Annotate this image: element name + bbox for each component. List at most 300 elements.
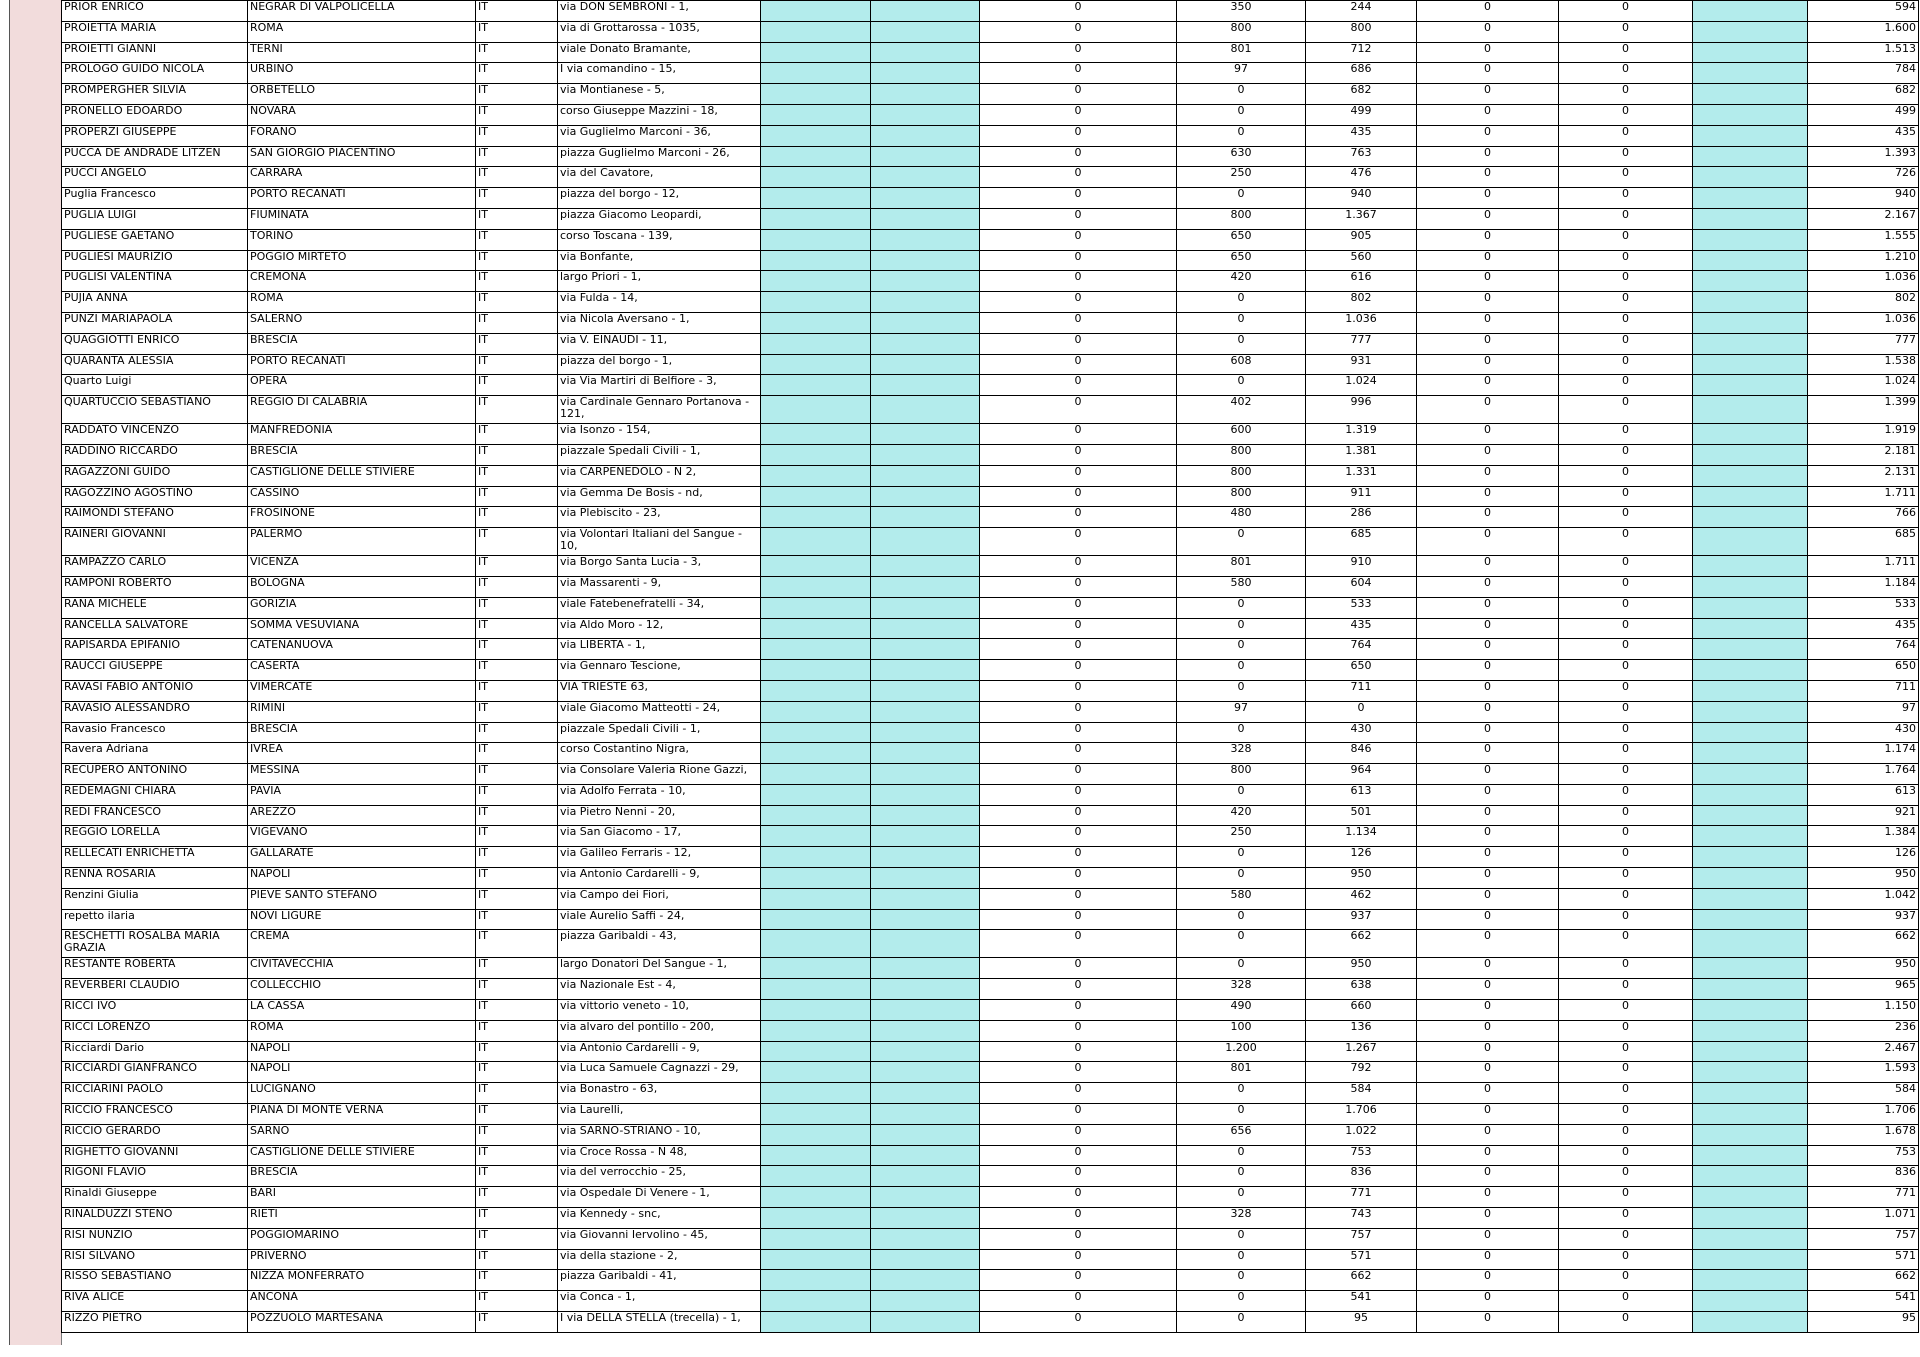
cell-name: QUAGGIOTTI ENRICO bbox=[62, 333, 248, 354]
cell-value-4: 0 bbox=[1417, 444, 1559, 465]
cell-value-4: 0 bbox=[1417, 979, 1559, 1000]
cell-address: via Kennedy - snc, bbox=[558, 1208, 761, 1229]
cell-blank-a bbox=[761, 1, 871, 22]
cell-city: ORBETELLO bbox=[248, 84, 476, 105]
cell-value-5: 0 bbox=[1559, 1041, 1693, 1062]
cell-city: POZZUOLO MARTESANA bbox=[248, 1312, 476, 1333]
cell-total: 1.555 bbox=[1808, 229, 1919, 250]
cell-value-5: 0 bbox=[1559, 888, 1693, 909]
cell-city: PAVIA bbox=[248, 784, 476, 805]
cell-blank-c bbox=[1693, 1083, 1808, 1104]
cell-name: PUNZI MARIAPAOLA bbox=[62, 312, 248, 333]
cell-name: RIGONI FLAVIO bbox=[62, 1166, 248, 1187]
cell-blank-a bbox=[761, 63, 871, 84]
cell-address: corso Toscana - 139, bbox=[558, 229, 761, 250]
cell-value-5: 0 bbox=[1559, 1083, 1693, 1104]
cell-city: BARI bbox=[248, 1187, 476, 1208]
cell-blank-b bbox=[871, 271, 980, 292]
cell-value-4: 0 bbox=[1417, 868, 1559, 889]
cell-country: IT bbox=[476, 188, 558, 209]
cell-value-2: 328 bbox=[1177, 743, 1306, 764]
cell-country: IT bbox=[476, 868, 558, 889]
cell-name: Ricciardi Dario bbox=[62, 1041, 248, 1062]
cell-total: 430 bbox=[1808, 722, 1919, 743]
cell-blank-a bbox=[761, 1083, 871, 1104]
cell-name: repetto ilaria bbox=[62, 909, 248, 930]
cell-country: IT bbox=[476, 1000, 558, 1021]
cell-blank-a bbox=[761, 84, 871, 105]
cell-country: IT bbox=[476, 250, 558, 271]
cell-blank-c bbox=[1693, 250, 1808, 271]
cell-name: PUGLIA LUIGI bbox=[62, 208, 248, 229]
cell-value-5: 0 bbox=[1559, 188, 1693, 209]
cell-value-4: 0 bbox=[1417, 847, 1559, 868]
cell-address: via Giovanni Iervolino - 45, bbox=[558, 1228, 761, 1249]
cell-value-4: 0 bbox=[1417, 722, 1559, 743]
cell-value-2: 480 bbox=[1177, 507, 1306, 528]
cell-value-4: 0 bbox=[1417, 292, 1559, 313]
cell-value-2: 580 bbox=[1177, 888, 1306, 909]
cell-city: BOLOGNA bbox=[248, 576, 476, 597]
cell-value-3: 682 bbox=[1306, 84, 1417, 105]
cell-value-2: 350 bbox=[1177, 1, 1306, 22]
cell-city: CARRARA bbox=[248, 167, 476, 188]
cell-city: COLLECCHIO bbox=[248, 979, 476, 1000]
cell-value-1: 0 bbox=[980, 42, 1177, 63]
cell-total: 95 bbox=[1808, 1312, 1919, 1333]
cell-total: 802 bbox=[1808, 292, 1919, 313]
cell-value-4: 0 bbox=[1417, 701, 1559, 722]
cell-blank-b bbox=[871, 1145, 980, 1166]
cell-total: 1.399 bbox=[1808, 396, 1919, 424]
cell-value-5: 0 bbox=[1559, 528, 1693, 556]
table-row bbox=[62, 1145, 1919, 1166]
cell-name: PROIETTA MARIA bbox=[62, 21, 248, 42]
cell-value-1: 0 bbox=[980, 888, 1177, 909]
cell-total: 1.210 bbox=[1808, 250, 1919, 271]
cell-blank-a bbox=[761, 1291, 871, 1312]
cell-blank-b bbox=[871, 958, 980, 979]
cell-value-3: 686 bbox=[1306, 63, 1417, 84]
cell-total: 682 bbox=[1808, 84, 1919, 105]
cell-value-1: 0 bbox=[980, 784, 1177, 805]
cell-blank-c bbox=[1693, 1249, 1808, 1270]
cell-blank-b bbox=[871, 805, 980, 826]
cell-address: via Gennaro Tescione, bbox=[558, 660, 761, 681]
cell-blank-a bbox=[761, 1104, 871, 1125]
cell-name: RAMPONI ROBERTO bbox=[62, 576, 248, 597]
cell-name: RINALDUZZI STENO bbox=[62, 1208, 248, 1229]
cell-value-1: 0 bbox=[980, 1083, 1177, 1104]
cell-name: RAUCCI GIUSEPPE bbox=[62, 660, 248, 681]
table-row bbox=[62, 104, 1919, 125]
table-row bbox=[62, 958, 1919, 979]
cell-blank-c bbox=[1693, 660, 1808, 681]
cell-value-1: 0 bbox=[980, 333, 1177, 354]
cell-blank-c bbox=[1693, 354, 1808, 375]
cell-blank-a bbox=[761, 292, 871, 313]
cell-blank-a bbox=[761, 396, 871, 424]
cell-blank-b bbox=[871, 21, 980, 42]
cell-address: piazza Garibaldi - 43, bbox=[558, 930, 761, 958]
cell-value-3: 763 bbox=[1306, 146, 1417, 167]
cell-value-3: 1.024 bbox=[1306, 375, 1417, 396]
cell-blank-b bbox=[871, 639, 980, 660]
cell-name: REDEMAGNI CHIARA bbox=[62, 784, 248, 805]
cell-address: via Volontari Italiani del Sangue - 10, bbox=[558, 528, 761, 556]
cell-city: RIETI bbox=[248, 1208, 476, 1229]
cell-name: RENNA ROSARIA bbox=[62, 868, 248, 889]
cell-value-5: 0 bbox=[1559, 909, 1693, 930]
cell-name: RIVA ALICE bbox=[62, 1291, 248, 1312]
cell-country: IT bbox=[476, 1062, 558, 1083]
cell-blank-a bbox=[761, 21, 871, 42]
cell-country: IT bbox=[476, 556, 558, 577]
cell-blank-b bbox=[871, 42, 980, 63]
table-row bbox=[62, 84, 1919, 105]
cell-blank-c bbox=[1693, 805, 1808, 826]
cell-value-1: 0 bbox=[980, 1270, 1177, 1291]
cell-name: RELLECATI ENRICHETTA bbox=[62, 847, 248, 868]
cell-value-3: 462 bbox=[1306, 888, 1417, 909]
cell-name: REGGIO LORELLA bbox=[62, 826, 248, 847]
cell-value-2: 0 bbox=[1177, 312, 1306, 333]
cell-blank-c bbox=[1693, 1312, 1808, 1333]
cell-value-1: 0 bbox=[980, 528, 1177, 556]
cell-value-3: 940 bbox=[1306, 188, 1417, 209]
cell-value-1: 0 bbox=[980, 1, 1177, 22]
table-row bbox=[62, 1187, 1919, 1208]
cell-city: REGGIO DI CALABRIA bbox=[248, 396, 476, 424]
cell-value-2: 0 bbox=[1177, 722, 1306, 743]
cell-city: CASERTA bbox=[248, 660, 476, 681]
cell-value-5: 0 bbox=[1559, 784, 1693, 805]
cell-value-3: 541 bbox=[1306, 1291, 1417, 1312]
cell-city: PORTO RECANATI bbox=[248, 354, 476, 375]
cell-value-1: 0 bbox=[980, 979, 1177, 1000]
cell-city: BRESCIA bbox=[248, 722, 476, 743]
cell-total: 2.467 bbox=[1808, 1041, 1919, 1062]
cell-blank-b bbox=[871, 250, 980, 271]
table-row bbox=[62, 1291, 1919, 1312]
cell-country: IT bbox=[476, 396, 558, 424]
cell-blank-c bbox=[1693, 680, 1808, 701]
cell-value-1: 0 bbox=[980, 743, 1177, 764]
cell-value-3: 1.331 bbox=[1306, 465, 1417, 486]
cell-blank-c bbox=[1693, 188, 1808, 209]
cell-country: IT bbox=[476, 958, 558, 979]
cell-blank-a bbox=[761, 597, 871, 618]
cell-blank-c bbox=[1693, 1062, 1808, 1083]
cell-address: via Guglielmo Marconi - 36, bbox=[558, 125, 761, 146]
cell-blank-c bbox=[1693, 639, 1808, 660]
cell-city: POGGIOMARINO bbox=[248, 1228, 476, 1249]
cell-value-3: 560 bbox=[1306, 250, 1417, 271]
cell-value-4: 0 bbox=[1417, 396, 1559, 424]
cell-value-2: 0 bbox=[1177, 784, 1306, 805]
cell-total: 766 bbox=[1808, 507, 1919, 528]
cell-value-2: 801 bbox=[1177, 1062, 1306, 1083]
cell-value-3: 476 bbox=[1306, 167, 1417, 188]
cell-total: 1.071 bbox=[1808, 1208, 1919, 1229]
cell-value-2: 0 bbox=[1177, 1145, 1306, 1166]
cell-value-2: 420 bbox=[1177, 271, 1306, 292]
cell-value-2: 0 bbox=[1177, 680, 1306, 701]
cell-value-2: 0 bbox=[1177, 1166, 1306, 1187]
cell-country: IT bbox=[476, 1291, 558, 1312]
table-row bbox=[62, 1041, 1919, 1062]
cell-blank-b bbox=[871, 208, 980, 229]
cell-address: via V. EINAUDI - 11, bbox=[558, 333, 761, 354]
cell-value-3: 501 bbox=[1306, 805, 1417, 826]
cell-name: RAGOZZINO AGOSTINO bbox=[62, 486, 248, 507]
cell-address: viale Donato Bramante, bbox=[558, 42, 761, 63]
cell-address: via LIBERTA - 1, bbox=[558, 639, 761, 660]
cell-value-4: 0 bbox=[1417, 188, 1559, 209]
cell-value-2: 800 bbox=[1177, 764, 1306, 785]
cell-value-3: 1.267 bbox=[1306, 1041, 1417, 1062]
cell-value-4: 0 bbox=[1417, 104, 1559, 125]
cell-blank-c bbox=[1693, 507, 1808, 528]
cell-name: REVERBERI CLAUDIO bbox=[62, 979, 248, 1000]
cell-blank-a bbox=[761, 680, 871, 701]
cell-city: PIEVE SANTO STEFANO bbox=[248, 888, 476, 909]
cell-city: PORTO RECANATI bbox=[248, 188, 476, 209]
cell-blank-b bbox=[871, 63, 980, 84]
cell-value-5: 0 bbox=[1559, 292, 1693, 313]
cell-blank-b bbox=[871, 888, 980, 909]
cell-blank-c bbox=[1693, 424, 1808, 445]
cell-value-1: 0 bbox=[980, 660, 1177, 681]
cell-value-1: 0 bbox=[980, 396, 1177, 424]
cell-value-3: 95 bbox=[1306, 1312, 1417, 1333]
cell-value-4: 0 bbox=[1417, 1312, 1559, 1333]
cell-value-4: 0 bbox=[1417, 958, 1559, 979]
cell-blank-c bbox=[1693, 764, 1808, 785]
cell-blank-c bbox=[1693, 1291, 1808, 1312]
cell-value-5: 0 bbox=[1559, 21, 1693, 42]
cell-blank-b bbox=[871, 1104, 980, 1125]
cell-value-5: 0 bbox=[1559, 333, 1693, 354]
cell-blank-c bbox=[1693, 528, 1808, 556]
cell-blank-c bbox=[1693, 84, 1808, 105]
table-row bbox=[62, 125, 1919, 146]
cell-blank-b bbox=[871, 1020, 980, 1041]
cell-blank-a bbox=[761, 1249, 871, 1270]
cell-blank-a bbox=[761, 1062, 871, 1083]
cell-value-3: 950 bbox=[1306, 958, 1417, 979]
cell-value-1: 0 bbox=[980, 639, 1177, 660]
cell-country: IT bbox=[476, 229, 558, 250]
cell-blank-c bbox=[1693, 292, 1808, 313]
cell-value-5: 0 bbox=[1559, 556, 1693, 577]
cell-value-4: 0 bbox=[1417, 167, 1559, 188]
cell-city: ROMA bbox=[248, 1020, 476, 1041]
cell-blank-b bbox=[871, 680, 980, 701]
cell-value-5: 0 bbox=[1559, 104, 1693, 125]
cell-address: via Pietro Nenni - 20, bbox=[558, 805, 761, 826]
cell-blank-a bbox=[761, 1228, 871, 1249]
cell-address: via del verrocchio - 25, bbox=[558, 1166, 761, 1187]
cell-country: IT bbox=[476, 1249, 558, 1270]
cell-value-1: 0 bbox=[980, 250, 1177, 271]
cell-value-3: 1.036 bbox=[1306, 312, 1417, 333]
cell-address: largo Priori - 1, bbox=[558, 271, 761, 292]
cell-value-5: 0 bbox=[1559, 764, 1693, 785]
cell-value-5: 0 bbox=[1559, 1312, 1693, 1333]
cell-name: RAPISARDA EPIFANIO bbox=[62, 639, 248, 660]
cell-value-1: 0 bbox=[980, 1104, 1177, 1125]
cell-value-2: 801 bbox=[1177, 42, 1306, 63]
cell-value-5: 0 bbox=[1559, 375, 1693, 396]
cell-blank-b bbox=[871, 229, 980, 250]
cell-address: via Gemma De Bosis - nd, bbox=[558, 486, 761, 507]
cell-total: 1.042 bbox=[1808, 888, 1919, 909]
cell-city: PALERMO bbox=[248, 528, 476, 556]
cell-city: BRESCIA bbox=[248, 333, 476, 354]
cell-value-5: 0 bbox=[1559, 125, 1693, 146]
cell-address: via Cardinale Gennaro Portanova - 121, bbox=[558, 396, 761, 424]
cell-country: IT bbox=[476, 507, 558, 528]
cell-total: 1.600 bbox=[1808, 21, 1919, 42]
cell-city: ROMA bbox=[248, 292, 476, 313]
cell-blank-a bbox=[761, 556, 871, 577]
cell-address: via Fulda - 14, bbox=[558, 292, 761, 313]
cell-blank-c bbox=[1693, 576, 1808, 597]
cell-country: IT bbox=[476, 354, 558, 375]
cell-total: 836 bbox=[1808, 1166, 1919, 1187]
cell-value-4: 0 bbox=[1417, 909, 1559, 930]
cell-value-5: 0 bbox=[1559, 576, 1693, 597]
cell-blank-b bbox=[871, 784, 980, 805]
cell-blank-a bbox=[761, 888, 871, 909]
cell-value-5: 0 bbox=[1559, 1291, 1693, 1312]
cell-value-3: 613 bbox=[1306, 784, 1417, 805]
cell-address: piazza del borgo - 12, bbox=[558, 188, 761, 209]
cell-value-1: 0 bbox=[980, 1041, 1177, 1062]
cell-city: CASTIGLIONE DELLE STIVIERE bbox=[248, 465, 476, 486]
cell-total: 1.384 bbox=[1808, 826, 1919, 847]
cell-blank-c bbox=[1693, 909, 1808, 930]
cell-value-3: 712 bbox=[1306, 42, 1417, 63]
cell-city: FROSINONE bbox=[248, 507, 476, 528]
cell-value-5: 0 bbox=[1559, 146, 1693, 167]
cell-value-3: 905 bbox=[1306, 229, 1417, 250]
cell-value-2: 0 bbox=[1177, 1270, 1306, 1291]
cell-blank-c bbox=[1693, 1166, 1808, 1187]
cell-value-3: 662 bbox=[1306, 1270, 1417, 1291]
cell-value-2: 0 bbox=[1177, 1104, 1306, 1125]
cell-country: IT bbox=[476, 930, 558, 958]
cell-value-4: 0 bbox=[1417, 465, 1559, 486]
cell-value-5: 0 bbox=[1559, 208, 1693, 229]
cell-value-1: 0 bbox=[980, 1291, 1177, 1312]
table-row bbox=[62, 1208, 1919, 1229]
cell-name: RECUPERO ANTONINO bbox=[62, 764, 248, 785]
cell-blank-a bbox=[761, 465, 871, 486]
cell-value-4: 0 bbox=[1417, 1145, 1559, 1166]
cell-address: via vittorio veneto - 10, bbox=[558, 1000, 761, 1021]
cell-value-5: 0 bbox=[1559, 743, 1693, 764]
cell-blank-c bbox=[1693, 722, 1808, 743]
cell-country: IT bbox=[476, 208, 558, 229]
table-row bbox=[62, 743, 1919, 764]
cell-value-1: 0 bbox=[980, 1187, 1177, 1208]
table-row bbox=[62, 1312, 1919, 1333]
cell-value-5: 0 bbox=[1559, 444, 1693, 465]
cell-value-2: 0 bbox=[1177, 958, 1306, 979]
cell-name: RIGHETTO GIOVANNI bbox=[62, 1145, 248, 1166]
cell-blank-b bbox=[871, 979, 980, 1000]
cell-value-4: 0 bbox=[1417, 312, 1559, 333]
cell-value-4: 0 bbox=[1417, 1020, 1559, 1041]
cell-value-4: 0 bbox=[1417, 424, 1559, 445]
cell-country: IT bbox=[476, 486, 558, 507]
cell-total: 753 bbox=[1808, 1145, 1919, 1166]
cell-value-2: 0 bbox=[1177, 1083, 1306, 1104]
cell-value-4: 0 bbox=[1417, 680, 1559, 701]
cell-value-2: 0 bbox=[1177, 639, 1306, 660]
cell-value-2: 420 bbox=[1177, 805, 1306, 826]
cell-value-1: 0 bbox=[980, 701, 1177, 722]
cell-name: RICCI IVO bbox=[62, 1000, 248, 1021]
cell-address: via Croce Rossa - N 48, bbox=[558, 1145, 761, 1166]
cell-value-3: 846 bbox=[1306, 743, 1417, 764]
table-row bbox=[62, 465, 1919, 486]
payments-table bbox=[61, 0, 1919, 1333]
cell-city: CIVITAVECCHIA bbox=[248, 958, 476, 979]
cell-address: via Campo dei Fiori, bbox=[558, 888, 761, 909]
cell-blank-b bbox=[871, 1000, 980, 1021]
cell-value-3: 757 bbox=[1306, 1228, 1417, 1249]
cell-name: PUCCI ANGELO bbox=[62, 167, 248, 188]
cell-total: 1.150 bbox=[1808, 1000, 1919, 1021]
cell-blank-b bbox=[871, 909, 980, 930]
cell-value-3: 638 bbox=[1306, 979, 1417, 1000]
cell-blank-c bbox=[1693, 125, 1808, 146]
cell-blank-c bbox=[1693, 1145, 1808, 1166]
cell-value-1: 0 bbox=[980, 312, 1177, 333]
cell-name: PRONELLO EDOARDO bbox=[62, 104, 248, 125]
cell-address: via alvaro del pontillo - 200, bbox=[558, 1020, 761, 1041]
table-row bbox=[62, 847, 1919, 868]
cell-name: RADDATO VINCENZO bbox=[62, 424, 248, 445]
cell-name: RICCIARINI PAOLO bbox=[62, 1083, 248, 1104]
cell-total: 1.764 bbox=[1808, 764, 1919, 785]
table-row bbox=[62, 722, 1919, 743]
cell-name: QUARTUCCIO SEBASTIANO bbox=[62, 396, 248, 424]
cell-blank-b bbox=[871, 576, 980, 597]
cell-blank-c bbox=[1693, 1020, 1808, 1041]
cell-value-3: 950 bbox=[1306, 868, 1417, 889]
cell-value-3: 435 bbox=[1306, 618, 1417, 639]
cell-blank-a bbox=[761, 1000, 871, 1021]
cell-city: CATENANUOVA bbox=[248, 639, 476, 660]
cell-country: IT bbox=[476, 333, 558, 354]
cell-name: RESTANTE ROBERTA bbox=[62, 958, 248, 979]
cell-value-3: 499 bbox=[1306, 104, 1417, 125]
cell-total: 236 bbox=[1808, 1020, 1919, 1041]
table-row bbox=[62, 424, 1919, 445]
cell-value-5: 0 bbox=[1559, 597, 1693, 618]
cell-value-4: 0 bbox=[1417, 618, 1559, 639]
cell-city: IVREA bbox=[248, 743, 476, 764]
cell-blank-c bbox=[1693, 375, 1808, 396]
cell-blank-a bbox=[761, 167, 871, 188]
cell-value-5: 0 bbox=[1559, 930, 1693, 958]
cell-address: via Luca Samuele Cagnazzi - 29, bbox=[558, 1062, 761, 1083]
cell-value-2: 800 bbox=[1177, 486, 1306, 507]
